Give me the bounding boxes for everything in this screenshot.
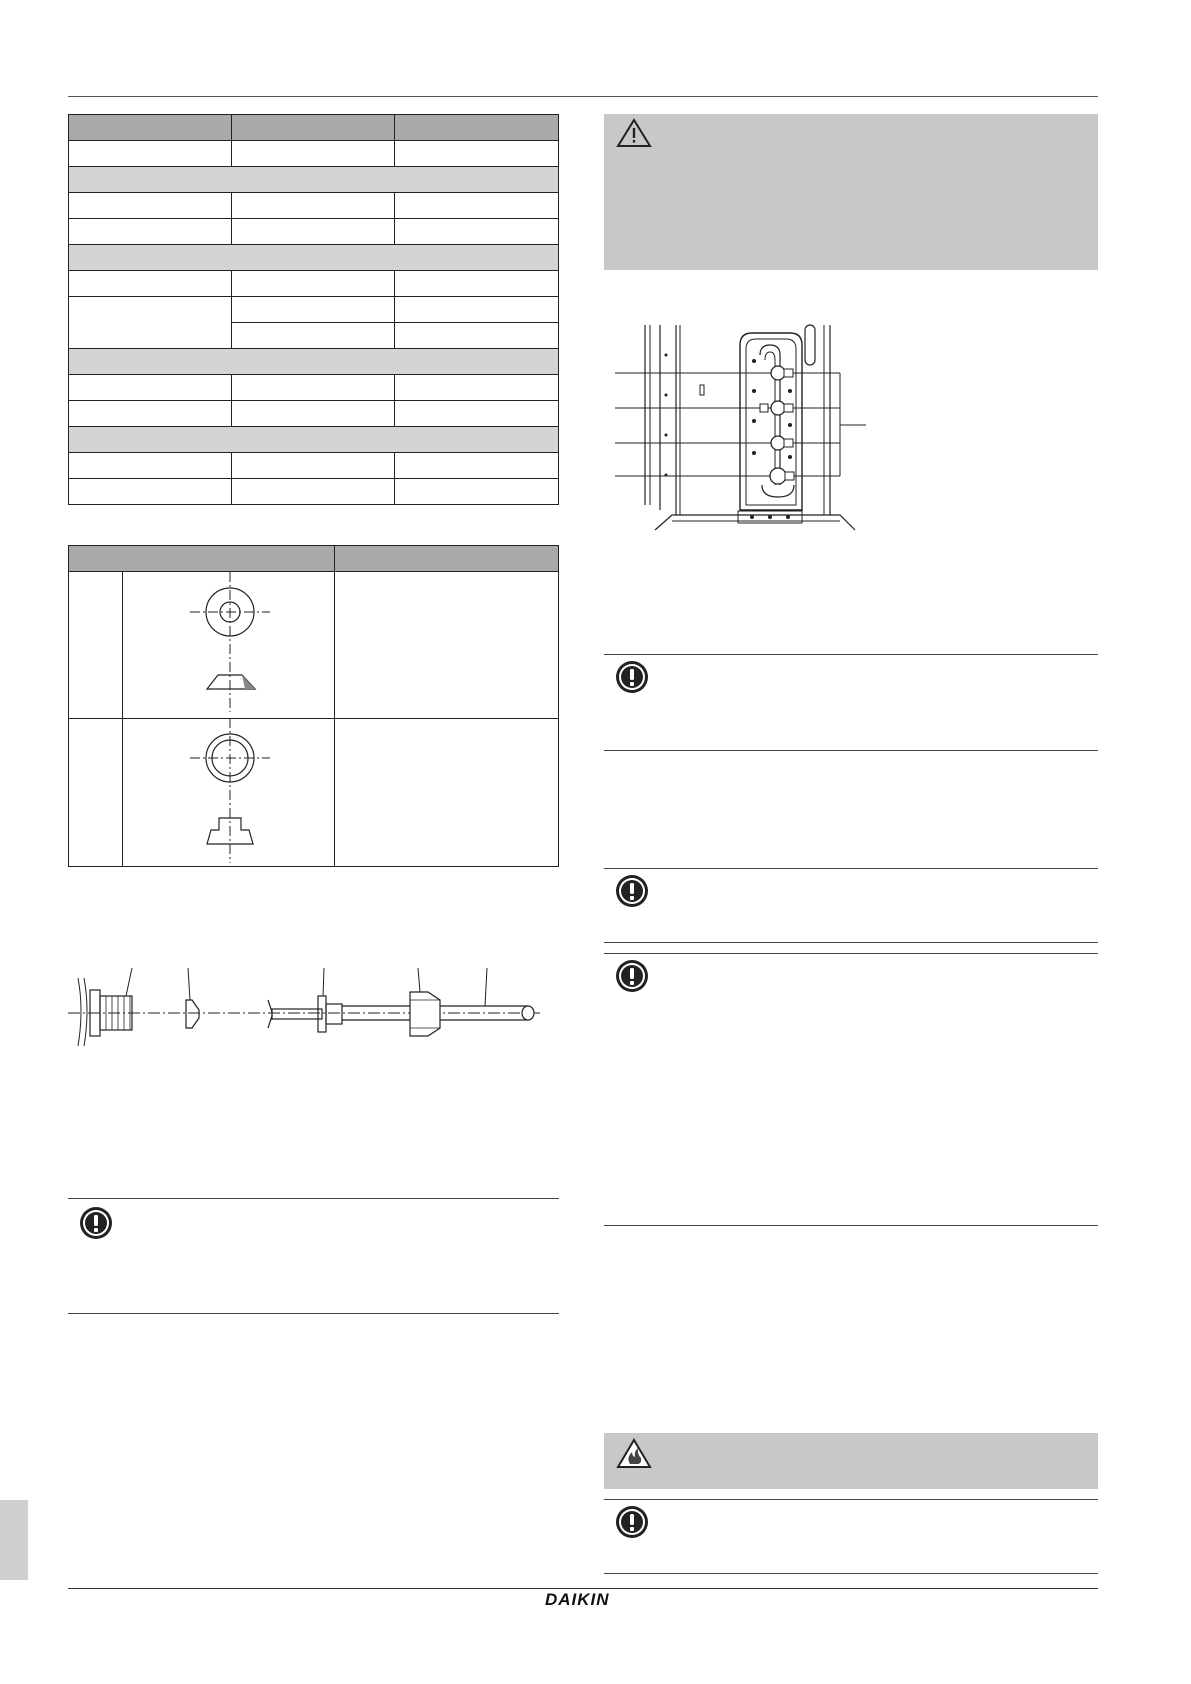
table-cell bbox=[394, 400, 559, 427]
table-cell bbox=[334, 571, 559, 719]
table-cell bbox=[334, 718, 559, 867]
table-section-row bbox=[68, 244, 559, 271]
important-exclamation-icon bbox=[615, 959, 649, 993]
table-cell bbox=[231, 478, 395, 505]
flammable-warning-icon bbox=[616, 1438, 652, 1470]
table-cell bbox=[394, 192, 559, 219]
table-cell bbox=[394, 140, 559, 167]
table-cell bbox=[231, 270, 395, 297]
table-cell bbox=[68, 192, 232, 219]
stop-valve-illustration bbox=[610, 325, 880, 540]
note-top-rule bbox=[604, 654, 1098, 655]
daikin-logo: DAIKIN bbox=[545, 1590, 610, 1609]
table-cell bbox=[68, 270, 232, 297]
note-top-rule bbox=[68, 1198, 559, 1199]
table-cell bbox=[68, 718, 123, 867]
table-section-row bbox=[68, 426, 559, 453]
table-cell bbox=[231, 374, 395, 401]
note-top-rule bbox=[604, 953, 1098, 954]
table-cell-merged bbox=[68, 296, 232, 349]
note-bottom-rule bbox=[604, 942, 1098, 943]
note-top-rule bbox=[604, 1499, 1098, 1500]
important-exclamation-icon bbox=[615, 660, 649, 694]
flare-connection-exploded-diagram bbox=[68, 960, 548, 1050]
note-bottom-rule bbox=[604, 1573, 1098, 1574]
note-bottom-rule bbox=[68, 1313, 559, 1314]
note-bottom-rule bbox=[604, 1225, 1098, 1226]
table-header-cell bbox=[231, 114, 395, 141]
table-header-cell bbox=[394, 114, 559, 141]
table-header-cell bbox=[68, 114, 232, 141]
note-top-rule bbox=[604, 868, 1098, 869]
table-section-row bbox=[68, 166, 559, 193]
table-cell bbox=[394, 322, 559, 349]
table-cell bbox=[68, 374, 232, 401]
table-cell bbox=[231, 192, 395, 219]
table-cell bbox=[394, 374, 559, 401]
footer-rule bbox=[68, 1588, 1098, 1589]
important-exclamation-icon bbox=[615, 1505, 649, 1539]
warning-triangle-icon bbox=[616, 118, 652, 148]
table-cell bbox=[231, 452, 395, 479]
table-cell bbox=[394, 452, 559, 479]
table-cell bbox=[231, 218, 395, 245]
flare-type-a-diagram bbox=[185, 572, 275, 712]
important-exclamation-icon bbox=[615, 874, 649, 908]
table-cell bbox=[231, 296, 395, 323]
table-cell bbox=[68, 400, 232, 427]
table-header-cell bbox=[68, 545, 335, 572]
table-header-cell bbox=[334, 545, 559, 572]
table-cell bbox=[394, 296, 559, 323]
header-rule bbox=[68, 96, 1098, 97]
table-section-row bbox=[68, 348, 559, 375]
side-tab bbox=[0, 1500, 28, 1580]
flammable-warning-box bbox=[604, 1433, 1098, 1489]
table-cell bbox=[231, 140, 395, 167]
table-cell bbox=[394, 478, 559, 505]
table-cell bbox=[68, 571, 123, 719]
table-cell bbox=[68, 140, 232, 167]
table-cell bbox=[231, 400, 395, 427]
note-bottom-rule bbox=[604, 750, 1098, 751]
table-cell bbox=[394, 218, 559, 245]
flare-type-b-diagram bbox=[185, 718, 275, 863]
table-cell bbox=[68, 478, 232, 505]
caution-box bbox=[604, 114, 1098, 270]
table-cell bbox=[68, 218, 232, 245]
table-cell bbox=[394, 270, 559, 297]
table-cell bbox=[68, 452, 232, 479]
table-cell bbox=[231, 322, 395, 349]
important-exclamation-icon bbox=[79, 1206, 113, 1240]
